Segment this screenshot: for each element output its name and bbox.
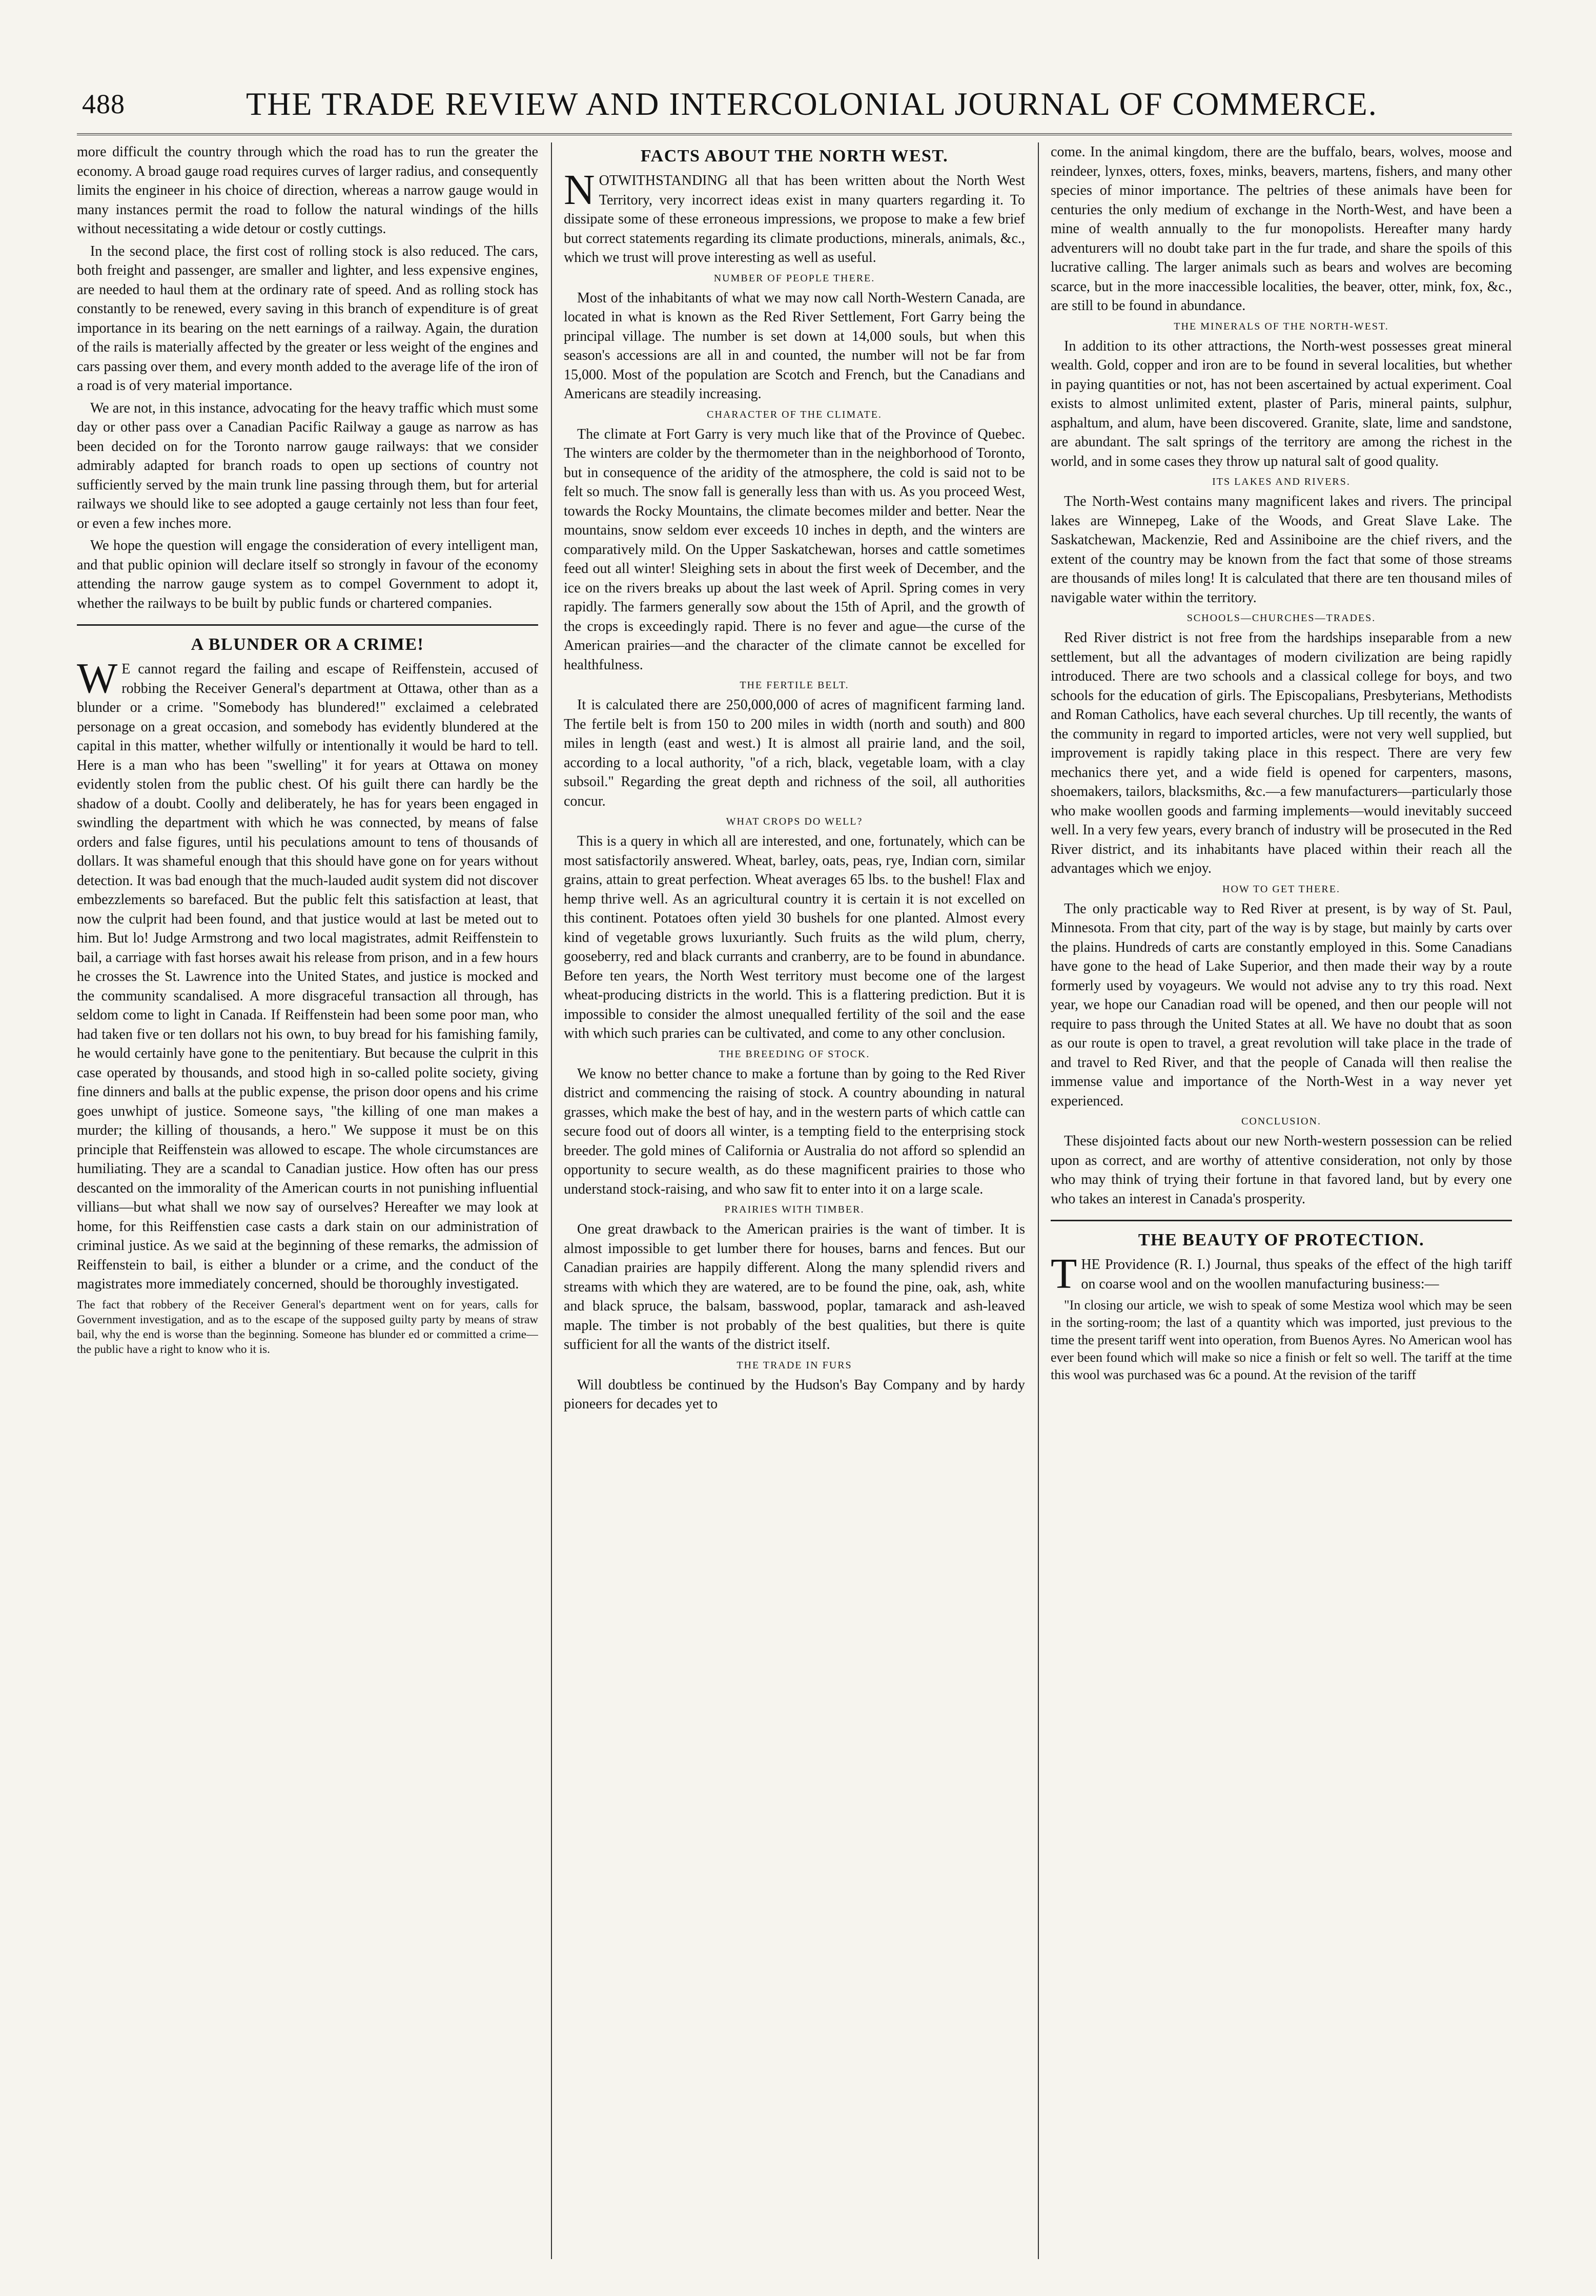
- section-heading: THE TRADE IN FURS: [736, 1359, 852, 1371]
- column-divider: [1038, 142, 1039, 2259]
- section-heading: CONCLUSION.: [1241, 1116, 1321, 1127]
- protection-intro: [1051, 1250, 1512, 1298]
- blunder-article-closing: The fact that robbery of the Receiver General's department went on for years, calls for Government investigation, and as to the escape of the supposed guilty party by means of straw bail, why the end is worse than the beginning. Someone has blunder ed or committed a crime—the public have a right to know who it is.: [77, 1298, 538, 1356]
- header-rule: [77, 133, 1512, 135]
- page-number: 488: [82, 89, 125, 119]
- section-heading: PRAIRIES WITH TIMBER.: [724, 1204, 865, 1215]
- column-3: [1051, 142, 1512, 2259]
- drop-cap: N: [564, 166, 595, 214]
- column-2: [564, 142, 1025, 2259]
- section-heading: SCHOOLS—CHURCHES—TRADES.: [1186, 612, 1376, 624]
- drop-cap: W: [77, 654, 118, 702]
- section-paragraph: One great drawback to the American prairies is the want of timber. It is almost impossible to get lumber there for houses, barns and fences. But our Canadian prairies are happily different. Along the many splendid rivers and streams with which they are watered, are to be found the pine, oak, ash, white and black spruce, the balsam, basswood, poplar, tamarack and ash-leaved maple. The timber is not probably of the best qualities, but there is quite sufficient for all the wants of the district itself.: [564, 1221, 1025, 1352]
- blunder-article-title: A BLUNDER OR A CRIME!: [191, 635, 424, 654]
- page-header: [77, 82, 1512, 133]
- newspaper-page: [77, 82, 1512, 2265]
- section-paragraph: The only practicable way to Red River at present, is by way of St. Paul, Minnesota. From that city, part of the way is by stage, but mainly by carts over the plains. Hundreds of carts are constantly employed in this. Some Canadians have gone to the head of Lake Superior, and then made their way by a route formerly used by voyageurs. We would not advise any to try this road. Next year, we hope our Canadian road will be opened, and then our people will not require to pass through the United States at all. We have no doubt that as soon as our route is open to travel, a great revolution will take place in the trade of and travel to Red River, and that the people of Canada will then realise the immense value and importance of the North-West in a way never yet experienced.: [1051, 900, 1512, 1109]
- running-title: THE TRADE REVIEW AND INTERCOLONIAL JOURNAL OF COMMERCE.: [246, 86, 1378, 122]
- article-paragraph: We hope the question will engage the consideration of every intelligent man, and that public opinion will declare itself so strongly in favour of the economy attending the narrow gauge system as to compel Government to adopt it, whether the railways to be built by public funds or chartered companies.: [77, 538, 538, 611]
- story-divider: [77, 624, 538, 626]
- article-paragraph: more difficult the country through which the road has to run the greater the economy. A broad gauge road requires curves of larger radius, and consequently limits the engineer in his choice of direction, whereas a narrow gauge would in many instances permit the road to follow the natural windings of the hills without necessitating a wide detour or costly cuttings.: [77, 144, 538, 237]
- section-heading: HOW TO GET THERE.: [1222, 883, 1340, 895]
- article-paragraph: We are not, in this instance, advocating for the heavy traffic which must some day or other pass over a Canadian Pacific Railway a gauge as narrow as has been decided on for the Toronto narrow gauge railways: that we consider admirably adapted for branch roads to open up sections of country not sufficiently served by the main trunk line passing through them, but for arterial railways we should like to see adopted a gauge certainly not less than four feet, or even a few inches more.: [77, 400, 538, 531]
- blunder-article-text: E cannot regard the failing and escape of Reiffenstein, accused of robbing the Receiver General's department at Ottawa, other than as a blunder or a crime. "Somebody has blundered!" exclaimed a celebrated personage on a great occasion, and somebody has evidently blundered at the capital in this matter, whether wilfully or intentionally it would be hard to tell. Here is a man who has been "swelling" it for years at Ottawa on money evidently stolen from the public chest. Of his guilt there can hardly be the shadow of a doubt. Coolly and deliberately, he has for years been engaged in swindling the department with which he was connected, by means of false orders and false figures, until his peculations amount to tens of thousands of dollars. It was shameful enough that this should have gone on for years without detection. It was bad enough that the much-lauded audit system did not discover embezzlements so barefaced. But the public felt this satisfaction at least, that now the culprit had been found, and that justice would at last be meted out to him. But lo! Judge Armstrong and two local magistrates, admit Reiffenstein to bail, a carriage with fast horses await his release from prison, and in a few hours he crosses the St. Lawrence into the United States, and justice is mocked and the community scandalised. A more disgraceful transaction all through, has seldom come to light in Canada. If Reiffenstein had been some poor man, who had taken five or ten dollars not his own, to buy bread for his famishing family, he would certainly have gone to the penitentiary. But because the culprit in this case operated by thousands, and stood high in so-called polite society, giving fine dinners and balls at the public expense, the prison door opens and his crime goes unwhipt of justice. Someone says, "the killing of one man makes a murder; the killing of thousands, a hero." We suppose it must be on this principle that Reiffenstein was allowed to escape. The whole circumstances are humiliating. They are a scandal to Canadian justice. How often has our press descanted on the immorality of the American courts in not punishing influential villians—but what shall we now say of ourselves? Hereafter we may look at home, for this Reiffenstien case casts a dark stain on our administration of criminal justice. As we said at the beginning of these remarks, the admission of Reiffenstein to bail, is either a blunder or a crime, and the conduct of the magistrates more immediately concerned, should be thoroughly investigated.: [77, 661, 538, 1292]
- protection-intro-text: HE Providence (R. I.) Journal, thus speaks of the effect of the high tariff on coarse wool and on the woollen manufacturing business:—: [1081, 1257, 1512, 1292]
- section-paragraph: These disjointed facts about our new North-western possession can be relied upon as correct, and are worthy of attentive consideration, not only by those who may think of trying their fortune in that favored land, but by every one who takes an interest in Canada's prosperity.: [1051, 1133, 1512, 1207]
- section-paragraph: We know no better chance to make a fortune than by going to the Red River district and commencing the raising of stock. A country abounding in natural grasses, which make the best of hay, and in the western parts of which cattle can secure food out of doors all winter, is a tempting field to the enterprising stock breeder. The gold mines of California or Australia do not afford so splendid an opportunity to secure wealth, as do these magnificent prairies to those who understand stock-raising, and who saw fit to enter into it on a large scale.: [564, 1065, 1025, 1197]
- blunder-article-body: [77, 654, 538, 1294]
- column-divider: [551, 142, 552, 2259]
- north-west-intro-text: OTWITHSTANDING all that has been written about the North West Territory, very incorrect ideas exist in many quarters regarding it. To dissipate some of these erroneous impressions, we propose to make a few brief but correct statements regarding its climate productions, minerals, animals, &c., which we trust will prove interesting as well as useful.: [564, 173, 1025, 265]
- section-heading: WHAT CROPS DO WELL?: [726, 816, 863, 827]
- north-west-article-title: FACTS ABOUT THE NORTH WEST.: [640, 147, 949, 166]
- article-paragraph: come. In the animal kingdom, there are the buffalo, bears, wolves, moose and reindeer, lynxes, otters, foxes, minks, beavers, martens, fishers, and many other species of minor importance. The peltries of these animals have been for centuries the only medium of exchange in the North-West, and have been a mine of wealth annually to the fur monopolists. Hereafter many hardy adventurers will no doubt take part in the fur trade, and share the spoils of this lucrative calling. The larger animals such as bears and wolves are becoming scarce, but in the more inaccessible localities, the beaver, otter, mink, fox, &c., are still to be found in abundance.: [1051, 144, 1512, 314]
- section-heading: THE FERTILE BELT.: [740, 680, 849, 691]
- section-paragraph: The North-West contains many magnificent lakes and rivers. The principal lakes are Winnepeg, Lake of the Woods, and Great Slave Lake. The Saskatchewan, Mackenzie, Red and Assiniboine are the chief rivers, and the extent of the country may be known from the fact that some of those streams are thousands of miles long! It is calculated that there are ten thousand miles of navigable water within the territory.: [1051, 494, 1512, 606]
- section-heading: ITS LAKES AND RIVERS.: [1212, 476, 1351, 487]
- section-paragraph: This is a query in which all are interested, and one, fortunately, which can be most satisfactorily answered. Wheat, barley, oats, peas, rye, Indian corn, similar grains, attain to great perfection. Wheat averages 65 lbs. to the bushel! Flax and hemp thrive well. As an agricultural country it is certain it is not excelled on this continent. Potatoes often yield 30 bushels for one planted. Almost every kind of vegetable grows luxuriantly. Such fruits as the wild plum, cherry, gooseberry, red and black currants and cranberry, are to be found in abundance. Before ten years, the North West territory must become one of the largest wheat-producing districts in the world. This is a flattering prediction. But it is impossible to consider the almost unequalled fertility of the soil and the ease with which such praries can be cultivated, and come to any other conclusion.: [564, 833, 1025, 1041]
- protection-article-title: THE BEAUTY OF PROTECTION.: [1138, 1231, 1425, 1249]
- section-heading: THE BREEDING OF STOCK.: [719, 1048, 870, 1060]
- section-heading: THE MINERALS OF THE NORTH-WEST.: [1174, 320, 1389, 332]
- section-heading: NUMBER OF PEOPLE THERE.: [713, 272, 875, 284]
- article-paragraph: In the second place, the first cost of rolling stock is also reduced. The cars, both freight and passenger, are smaller and lighter, and less expensive engines, are needed to haul them at the ordinary rate of speed. And as rolling stock has constantly to be renewed, every saving in this branch of expenditure is of great importance in its bearing on the nett earnings of a railway. Again, the duration of the rails is materially affected by the greater or less weight of the engines and cars passing over them, and every month added to the average life of the iron of a road is of very material importance.: [77, 243, 538, 394]
- north-west-intro: [564, 166, 1025, 268]
- story-divider: [1051, 1220, 1512, 1221]
- drop-cap: T: [1051, 1250, 1077, 1298]
- protection-quote: "In closing our article, we wish to speak of some Mestiza wool which may be seen in the sorting-room; the last of a quantity which was imported, just previous to the time the present tariff went into operation, from Buenos Ayres. No American wool has ever been found which will make so nice a finish or felt so well. The tariff at the time this wool was purchased was 6c a pound. At the revision of the tariff: [1051, 1298, 1512, 1382]
- section-paragraph: In addition to its other attractions, the North-west possesses great mineral wealth. Gold, copper and iron are to be found in several localities, but whether in paying quantities or not, has not been ascertained by actual experiment. Coal exists to almost unlimited extent, plaster of Paris, mineral paints, sulphur, asphaltum, and alum, have been discovered. Granite, slate, lime and sandstone, are abundant. The salt springs of the territory are among the richest in the world, and in some cases they throw up natural salt of good quality.: [1051, 338, 1512, 469]
- section-paragraph: Red River district is not free from the hardships inseparable from a new settlement, but all the advantages of modern civilization are being rapidly introduced. There are two schools and a classical college for boys, and two schools for the education of girls. The Episcopalians, Presbyterians, Methodists and Roman Catholics, have each several churches. Up till recently, the wants of the community in regard to imported articles, were not very well supplied, but improvement is rapidly taking place in this respect. There are very few mechanics there yet, and a wide field is opened for carpenters, masons, shoemakers, tailors, blacksmiths, &c.—a few manufacturers—particularly those who make woollen goods and farming implements—would inevitably succeed well. In a very few years, every branch of industry will be prosecuted in the Red River district, and its inhabitants have placed within their reach all the advantages which we enjoy.: [1051, 630, 1512, 876]
- section-paragraph: The climate at Fort Garry is very much like that of the Province of Quebec. The winters are colder by the thermometer than in the neighborhood of Toronto, but in consequence of the aridity of the atmosphere, the cold is said not to be felt so much. The snow fall is generally less than with us. As you proceed West, towards the Rocky Mountains, the climate becomes milder and better. Near the mountains, snow seldom ever exceeds 10 inches in depth, and the winters are comparatively mild. On the Upper Saskatchewan, horses and cattle sometimes feed out all winter! Sleighing sets in about the first week of December, and the ice on the rivers breaks up about the last week of April. Spring comes in very rapidly. The farmers generally sow about the 15th of April, and the growth of the crops is exceedingly rapid. There is no fever and ague—the curse of the American prairies—and the character of the climate cannot be excelled for healthfulness.: [564, 426, 1025, 673]
- section-paragraph: It is calculated there are 250,000,000 of acres of magnificent farming land. The fertile belt is from 150 to 200 miles in width (north and south) and 800 miles in length (east and west.) It is almost all prairie land, and the soil, according to a local authority, "of a rich, black, vegetable loam, with a clay subsoil." Regarding the great depth and richness of the soil, all authorities concur.: [564, 697, 1025, 809]
- column-1: [77, 142, 538, 2259]
- section-paragraph: Will doubtless be continued by the Hudson's Bay Company and by hardy pioneers for decades yet to: [564, 1377, 1025, 1412]
- section-paragraph: Most of the inhabitants of what we may now call North-Western Canada, are located in what is known as the Red River Settlement, Fort Garry being the principal village. The number is set down at 14,000 souls, but when this season's accessions are all in and counted, the number will not be far from 15,000. Most of the population are Scotch and French, but the Canadians and Americans are steadily increasing.: [564, 290, 1025, 402]
- section-heading: CHARACTER OF THE CLIMATE.: [707, 408, 882, 420]
